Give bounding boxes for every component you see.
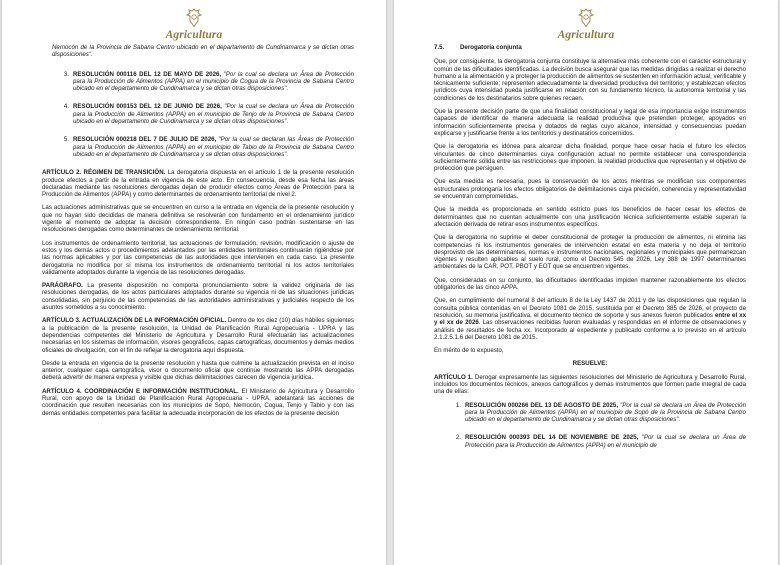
section-heading: 7.5. Derogatoria conjunta xyxy=(434,44,522,51)
article-1-paragraph: ARTÍCULO 1. Derogar expresamente las siguientes resoluciones del Ministerio de Agricultura y Desarrollo Rural, incluidos los documentos técnicos, anexos cartográficos y demás instrumentos que formen parte integral de cada una de ellas: xyxy=(434,373,746,396)
continued-item-text: Nemocón de la Provincia de Sabana Centro ubicado en el departamento de Cundinamarca y se dictan otras disposiciones". xyxy=(52,44,354,59)
resolution-item-5: 5. RESOLUCIÓN 000218 DEL 7 DE JULIO DE 2026, "Por la cual se declaran las Áreas de Protección para la Producción de Alimentos (APPA) en el municipio de Tabio de la Provincia de Sabana Centro ubicado en el departamento de Cundinamarca y se dictan otras disposiciones". xyxy=(63,136,355,158)
document-page-right xyxy=(394,0,778,565)
considerando-3: Que la derogatoria es idónea para alcanzar dicha finalidad, porque hace cesar hacia el futuro los efectos vinculantes de cinco determinantes cuya configuración actual no permite establecer una correspondencia suficientemente sólida entre las restricciones que imponen, la realidad productiva que representan y el objetivo de protección que persiguen. xyxy=(434,143,746,173)
page-content xyxy=(42,44,354,423)
resuelve-heading: RESUELVE: xyxy=(572,360,608,368)
considerando-4: Que esta medida es necesaria, pues la conservación de los actos mientras se modifican sus componentes estructurales prolongaría los efectos obligatorios de delimitaciones cuya precisión, coherencia y representatividad se encuentran comprometidas. xyxy=(434,178,746,201)
considerando-8: Que, en cumplimiento del numeral 8 del artículo 8 de la Ley 1437 de 2011 y de las disposiciones que regulan la consulta pública contenidas en el Decreto 1081 de 2015, sustituida por el Decreto 385 de 2026, el proyecto de resolución, su memoria justificativa, el documento técnico de soporte y sus anexos fueron publicados entre el xx y el xx de 2026. Las observaciones recibidas fueron evaluadas y respondidas en el informe de observaciones y análisis de resultados de fecha xx. Incorporado al expediente y publicado conforme a lo previsto en el artículo 2.1.2.5.1.6 del Decreto 1081 de 2015. xyxy=(434,297,746,341)
resolution-item-2: 2. RESOLUCIÓN 000393 DEL 14 DE NOVIEMBRE DE 2025, "Por la cual se declara un Área de Protección para la Producción de Alimentos (APPA) en el municipio de xyxy=(455,434,746,449)
article-2-paragraph: ARTÍCULO 2. RÉGIMEN DE TRANSICIÓN. La derogatoria dispuesta en el artículo 1 de la presente resolución produce efectos a partir de la entrada en vigencia de este acto. En consecuencia, desde esa fecha las áreas declaradas mediante las resoluciones derogadas dejan de producir efectos como Áreas de Protección para la Producción de Alimentos (APPA) y como determinantes de ordenamiento territorial de nivel 2. xyxy=(42,169,354,199)
article-4-paragraph: ARTÍCULO 4. COORDINACIÓN E INFORMACIÓN INSTITUCIONAL. El Ministerio de Agricultura y Desarrollo Rural, con apoyo de la Unidad de Planificación Rural Agropecuaria - UPRA, adelantará las acciones de coordinación que resulten necesarias con los municipios de Sopó, Nemocón, Cogua, Tenjo y Tabio y con las demás entidades competentes para facilitar la adecuada incorporación de los efectos de la presente decisión xyxy=(42,387,354,417)
resolution-item-1: 1. RESOLUCIÓN 000266 DEL 13 DE AGOSTO DE 2025, "Por la cual se declara un Área de Protección para la Producción de Alimentos (APPA) en el municipio de Sopó de la Provincia de Sabana Centro ubicado en el departamento de Cundinamarca y se dictan otras disposiciones". xyxy=(455,401,747,424)
considerando-1: Que, por consiguiente, la derogatoria conjunta constituye la alternativa más coherente con el carácter estructural y común de las dificultades identificadas. La decisión busca asegurar que las medidas dirigidas a realizar el derecho humano a la alimentación y a proteger la producción de alimentos se sustenten en información actual, verificable y técnicamente suficiente; representen adecuadamente la diversidad productiva del territorio; y establezcan efectos jurídicos cuya intensidad pueda justificarse en relación con su fundamento técnico, la autonomía territorial y las condiciones de los destinatarios sobre quienes recaen. xyxy=(434,58,746,102)
article-2-paragraph-3: Los instrumentos de ordenamiento territorial, las actuaciones de formulación, revisión, modificación o ajuste de estos y los demás actos o procedimientos adelantados por las entidades territoriales continuarán rigiéndose por las normas aplicables y por las competencias de las autoridades que intervienen en cada caso. La presente derogatoria no modifica por sí misma los instrumentos de ordenamiento territorial ni los actos territoriales válidamente adoptados durante la vigencia de las resoluciones derogadas. xyxy=(42,239,354,276)
considerando-5: Que la medida es proporcionada en sentido estricto pues los beneficios de hacer cesar los efectos de determinantes que no cuentan actualmente con una justificación técnica suficientemente estable superan la afectación derivada de retirar esos instrumentos específicos. xyxy=(434,206,746,228)
considerando-2: Que la presente decisión parte de que una finalidad constitucional y legal de esa importancia exige instrumentos capaces de identificar de manera adecuada la realidad productiva que pretenden proteger, apoyados en información suficientemente precisa y dotados de reglas cuyo alcance, intensidad y consecuencias puedan explicarse y justificarse frente a los territorios y destinatarios concernidos. xyxy=(434,108,746,137)
ministry-logo xyxy=(149,8,239,41)
ministry-logo xyxy=(541,8,631,41)
resolution-item-3: 3. RESOLUCIÓN 000116 DEL 12 DE MAYO DE 2026, "Por la cual se declara un Área de Protección para la Producción de Alimentos (APPA) en el municipio de Cogua de la Provincia de Sabana Centro ubicado en el departamento de Cundinamarca y se dictan otras disposiciones". xyxy=(63,70,354,93)
coat-of-arms-icon xyxy=(185,8,203,28)
considerando-6: Que la derogatoria no suprime el deber constitucional de proteger la producción de alimentos, ni elimina las competencias ni los instrumentos generales de intervención estatal en esta materia y no deja el territorio desprovisto de las determinantes, normas e instrumentos nacionales, regionales y municipales que permanezcan vigentes y resulten aplicables al suelo rural, como el Decreto 545 de 2026, Ley 388 de 1997 determinantes ambientales de la CAR, POT, PBOT y EOT que se encuentren vigentes. xyxy=(434,234,746,271)
brand-wordmark: Agricultura xyxy=(557,29,615,41)
considerando-7: Que, consideradas en su conjunto, las dificultades identificadas impiden mantener razonablemente los efectos obligatorios de las cinco APPA. xyxy=(434,276,746,292)
document-page-left xyxy=(2,0,386,565)
resolution-item-4: 4. RESOLUCIÓN 000153 DEL 12 DE JUNIO DE 2026, "Por la cual se declara un Área de Protección para la Producción de Alimentos (APPA) en el municipio de Tenjo de la Provincia de Sabana Centro ubicado en el departamento de Cundinamarca y se dictan otras disposiciones". xyxy=(63,103,354,126)
brand-wordmark: Agricultura xyxy=(165,29,223,41)
paragrafo: PARÁGRAFO. La presente disposición no comporta pronunciamiento sobre la validez originaria de las resoluciones derogadas, de los actos particulares adoptados durante su vigencia ni de las situaciones jurídicas consolidadas, sin perjuicio de las competencias de las autoridades administrativas y judiciales respecto de los asuntos sometidos a su conocimiento. xyxy=(42,282,354,312)
article-3-paragraph: ARTÍCULO 3. ACTUALIZACIÓN DE LA INFORMACIÓN OFICIAL. Dentro de los diez (10) días hábiles siguientes a la publicación de la presente resolución, la Unidad de Planificación Rural Agropecuaria - UPRA y las dependencias competentes del Ministerio de Agricultura y Desarrollo Rural efectuarán las actualizaciones necesarias en los sistemas de información, visores geográficos, capas cartográficas, documentos y demás medios oficiales de divulgación, con el fin de reflejar la derogatoria aquí dispuesta. xyxy=(42,317,354,354)
article-3-paragraph-2: Desde la entrada en vigencia de la presente resolución y hasta que culmine la actualización prevista en el inciso anterior, cualquier capa cartográfica, visor o documento oficial que continúe mostrando las APPA derogadas deberá advertir de manera expresa y visible que dichas delimitaciones carecen de vigencia jurídica. xyxy=(42,359,354,382)
coat-of-arms-icon xyxy=(577,8,595,28)
article-2-paragraph-2: Las actuaciones administrativas que se encuentren en curso a la entrada en vigencia de la presente resolución y que no hayan sido decididas de manera definitiva se resolverán con fundamento en el ordenamiento jurídico vigente al momento de adoptar la decisión correspondiente. En ningún caso podrán sustentarse en las resoluciones derogadas como determinantes de ordenamiento territorial. xyxy=(42,204,354,234)
merito-line: En mérito de lo expuesto, xyxy=(434,347,504,355)
page-content xyxy=(434,44,746,460)
